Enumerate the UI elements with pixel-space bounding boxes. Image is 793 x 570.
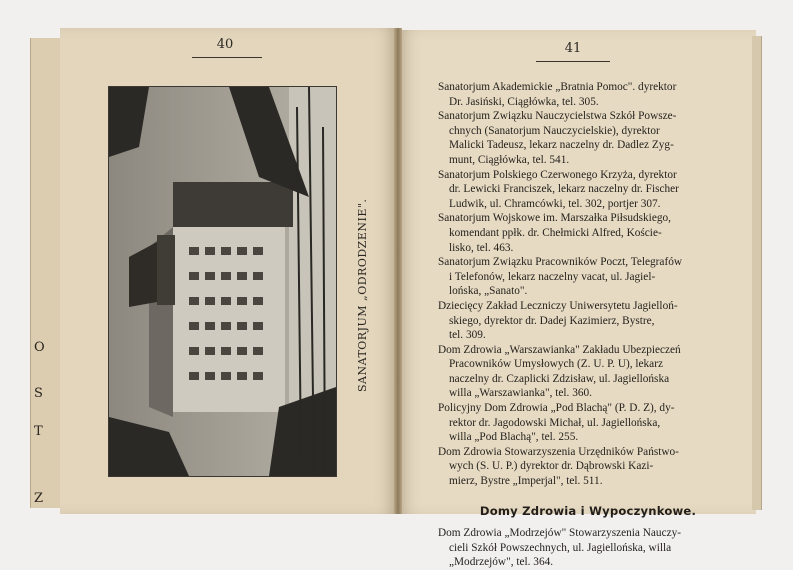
entry-line: „Modrzejów", tel. 364. [449, 556, 554, 569]
directory-entry [438, 211, 738, 255]
entry-line: Dom Zdrowia Stowarzyszenia Urzędników Państwo- [438, 445, 679, 458]
stack-letter: O [34, 340, 45, 355]
entry-line: chnych (Sanatorjum Nauczycielskie), dyrektor [449, 124, 660, 137]
directory-entry [438, 445, 738, 489]
entry-line: munt, Ciągłówka, tel. 541. [449, 153, 570, 166]
entry-line: willa „Warszawianka", tel. 360. [449, 387, 592, 400]
entry-line: Sanatorjum Związku Pracowników Poczt, Telegrafów [438, 256, 683, 269]
directory-entry [438, 80, 738, 109]
stack-letter: Z [34, 491, 44, 506]
entry-line: Dr. Jasiński, Ciągłówka, tel. 305. [449, 95, 599, 108]
entry-line: Dom Zdrowia „Modrzejów" Stowarzyszenia Nauczy- [438, 527, 682, 540]
entry-line: Dom Zdrowia „Warszawianka" Zakładu Ubezpieczeń [438, 343, 681, 356]
stack-letter: T [34, 424, 43, 439]
entry-line: Sanatorjum Akademickie „Bratnia Pomoc". dyrektor [438, 81, 677, 93]
photo-caption: SANATORJUM „ODRODZENIE". [356, 198, 369, 392]
entry-line: wych (S. U. P.) dyrektor dr. Dąbrowski Kazi- [449, 460, 654, 473]
left-page-header-rule [192, 57, 262, 58]
entry-line: Sanatorjum Polskiego Czerwonego Krzyża, dyrektor [438, 168, 677, 181]
directory-entry [438, 255, 738, 299]
directory-entry [438, 168, 738, 212]
entry-line: rektor dr. Jagodowski Michał, ul. Jagiellońska, [449, 416, 661, 429]
entry-line: Sanatorjum Związku Nauczycielstwa Szkół Powsze- [438, 110, 677, 123]
entry-line: Malicki Tadeusz, lekarz naczelny dr. Dadlez Zyg- [449, 139, 674, 152]
entry-line: Pracowników Umysłowych (Z. U. P. U), lekarz [449, 358, 663, 371]
entry-line: Dziecięcy Zakład Leczniczy Uniwersytetu Jagielloń- [438, 299, 678, 312]
entry-line: skiego, dyrektor dr. Dadej Kazimierz, Bystre, [449, 314, 655, 327]
stack-letter: S [34, 386, 43, 401]
entry-line: lisko, tel. 463. [449, 241, 514, 254]
left-page-number: 40 [216, 37, 234, 52]
directory-entry [438, 299, 738, 343]
entry-line: Sanatorjum Wojskowe im. Marszałka Piłsudskiego, [438, 212, 671, 225]
directory-entry [438, 109, 738, 167]
entry-line: dr. Lewicki Franciszek, lekarz naczelny dr. Fischer [449, 183, 679, 196]
entry-line: naczelny dr. Czaplicki Zdzisław, ul. Jagiellońska [449, 372, 670, 385]
entry-line: komendant ppłk. dr. Chełmicki Alfred, Koście- [449, 226, 662, 239]
right-page-header-rule [536, 61, 610, 62]
entry-line: i Telefonów, lekarz naczelny vacat, ul. Jagiel- [449, 270, 656, 283]
sanatorium-photograph [108, 86, 337, 477]
section-heading: Domy Zdrowia i Wypoczynkowe. [479, 503, 697, 518]
entry-line: mierz, Bystre „Imperjal", tel. 511. [449, 475, 603, 488]
directory-listing [438, 80, 738, 570]
directory-entry [438, 343, 738, 401]
entry-line: willa „Pod Blachą", tel. 255. [449, 431, 579, 444]
right-page-number: 41 [564, 41, 582, 56]
right-page-edges [752, 36, 762, 510]
entry-line: cieli Szkół Powszechnych, ul. Jagiellońska, willa [449, 541, 672, 554]
entry-line: Policyjny Dom Zdrowia „Pod Blachą" (P. D. Z), dy- [438, 402, 675, 415]
directory-entry [438, 526, 738, 570]
book-gutter [394, 28, 402, 514]
directory-entry [438, 401, 738, 445]
entry-line: tel. 309. [449, 329, 486, 342]
entry-line: lońska, „Sanato". [449, 285, 528, 298]
building-illustration [109, 87, 336, 476]
entry-line: Ludwik, ul. Chramcówki, tel. 302, portjer 307. [449, 197, 661, 210]
